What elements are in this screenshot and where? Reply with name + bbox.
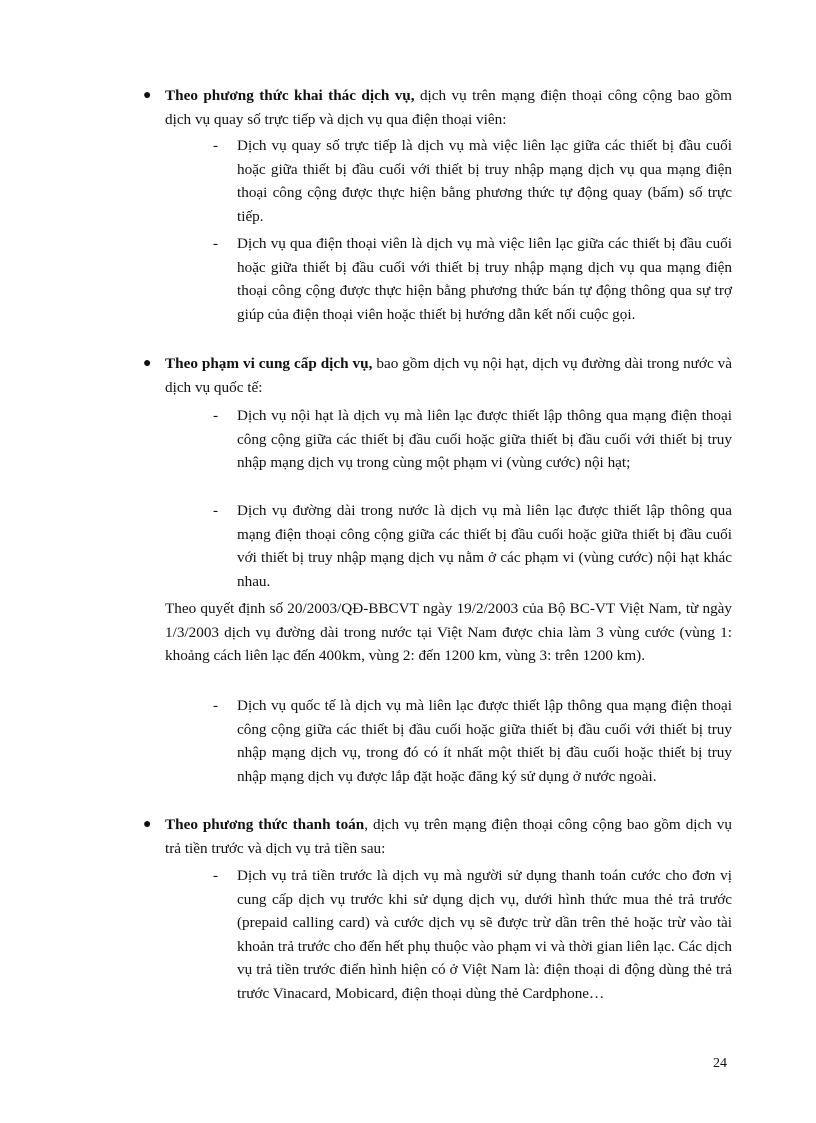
list-item-long-distance <box>213 499 732 593</box>
bullet-text: bao gồm dịch vụ nội hạt, dịch vụ đường dài trong nước và dịch vụ quốc tế: <box>165 355 732 396</box>
list-item-text: Dịch vụ đường dài trong nước là dịch vụ mà liên lạc được thiết lập thông qua mạng điện thoại công cộng giữa các thiết bị đầu cuối hoặc giữa thiết bị đầu cuối với thiết bị truy nhập mạng dịch vụ nằm ở các phạm vi (vùng cước) nội hạt khác nhau. <box>237 502 732 590</box>
bullet-paragraph <box>165 84 732 131</box>
regulation-paragraph: Theo quyết định số 20/2003/QĐ-BBCVT ngày 19/2/2003 của Bộ BC-VT Việt Nam, từ ngày 1/3/2003 dịch vụ đường dài trong nước tại Việt Nam được chia làm 3 vùng cước (vùng 1: khoảng cách liên lạc đến 400km, vùng 2: đến 1200 km, vùng 3: trên 1200 km). <box>165 600 732 664</box>
list-item-prepaid <box>213 864 732 1005</box>
bullet-dot-icon: ● <box>143 817 152 832</box>
list-item-operator <box>213 232 732 326</box>
bullet-lead: Theo phạm vi cung cấp dịch vụ, <box>165 355 373 372</box>
dash-marker: - <box>213 697 219 714</box>
bullet-dot-icon: ● <box>143 356 152 371</box>
list-item-text: Dịch vụ nội hạt là dịch vụ mà liên lạc được thiết lập thông qua mạng điện thoại công cộng giữa các thiết bị đầu cuối hoặc giữa thiết bị đầu cuối với thiết bị truy nhập mạng dịch vụ trong cùng một phạm vi (vùng cước) nội hạt; <box>237 407 732 471</box>
bullet-text: dịch vụ trên mạng điện thoại công cộng bao gồm dịch vụ quay số trực tiếp và dịch vụ qua điện thoại viên: <box>165 87 732 128</box>
list-item-local <box>213 404 732 475</box>
dash-marker: - <box>213 407 219 424</box>
bullet-text: , dịch vụ trên mạng điện thoại công cộng bao gồm dịch vụ trả tiền trước và dịch vụ trả tiền sau: <box>165 816 732 857</box>
bullet-service-operation <box>143 84 732 131</box>
list-item-text: Dịch vụ trả tiền trước là dịch vụ mà người sử dụng thanh toán cước cho đơn vị cung cấp dịch vụ trước khi sử dụng dịch vụ, dưới hình thức mua thẻ trả trước (prepaid calling card) và cước dịch vụ sẽ được trừ dần trên thẻ hoặc trừ vào tài khoản trả trước cho đến hết phụ thuộc vào phạm vi và thời gian liên lạc. Các dịch vụ trả tiền trước điển hình hiện có ở Việt Nam là: điện thoại di động dùng thẻ trả trước Vinacard, Mobicard, điện thoại dùng thẻ Cardphone… <box>237 867 732 1002</box>
dash-marker: - <box>213 235 219 252</box>
bullet-paragraph <box>165 352 732 399</box>
list-item-text: Dịch vụ quay số trực tiếp là dịch vụ mà việc liên lạc giữa các thiết bị đầu cuối hoặc giữa thiết bị đầu cuối với thiết bị truy nhập mạng dịch vụ qua mạng điện thoại công cộng được thực hiện bằng phương thức tự động quay (bấm) số trực tiếp. <box>237 137 732 225</box>
bullet-lead: Theo phương thức thanh toán <box>165 816 365 833</box>
bullet-paragraph <box>165 813 732 860</box>
dash-marker: - <box>213 502 219 519</box>
list-item-text: Dịch vụ qua điện thoại viên là dịch vụ mà việc liên lạc giữa các thiết bị đầu cuối hoặc giữa thiết bị đầu cuối với thiết bị truy nhập mạng dịch vụ qua mạng điện thoại công cộng được thực hiện bằng phương thức bán tự động thông qua sự trợ giúp của điện thoại viên hoặc thiết bị hướng dẫn kết nối cuộc gọi. <box>237 235 732 323</box>
bullet-service-scope <box>143 352 732 399</box>
dash-marker: - <box>213 137 219 154</box>
dash-marker: - <box>213 867 219 884</box>
list-item-direct-dial <box>213 134 732 228</box>
bullet-payment-method <box>143 813 732 860</box>
bullet-lead: Theo phương thức khai thác dịch vụ, <box>165 87 415 104</box>
bullet-dot-icon: ● <box>143 88 152 103</box>
page-number: 24 <box>713 1056 727 1071</box>
list-item-text: Dịch vụ quốc tế là dịch vụ mà liên lạc được thiết lập thông qua mạng điện thoại công cộng giữa các thiết bị đầu cuối hoặc giữa thiết bị đầu cuối với thiết bị truy nhập mạng dịch vụ, trong đó có ít nhất một thiết bị đầu cuối hoặc thiết bị truy nhập mạng dịch vụ được lắp đặt hoặc đăng ký sử dụng ở nước ngoài. <box>237 697 732 785</box>
list-item-international <box>213 694 732 788</box>
